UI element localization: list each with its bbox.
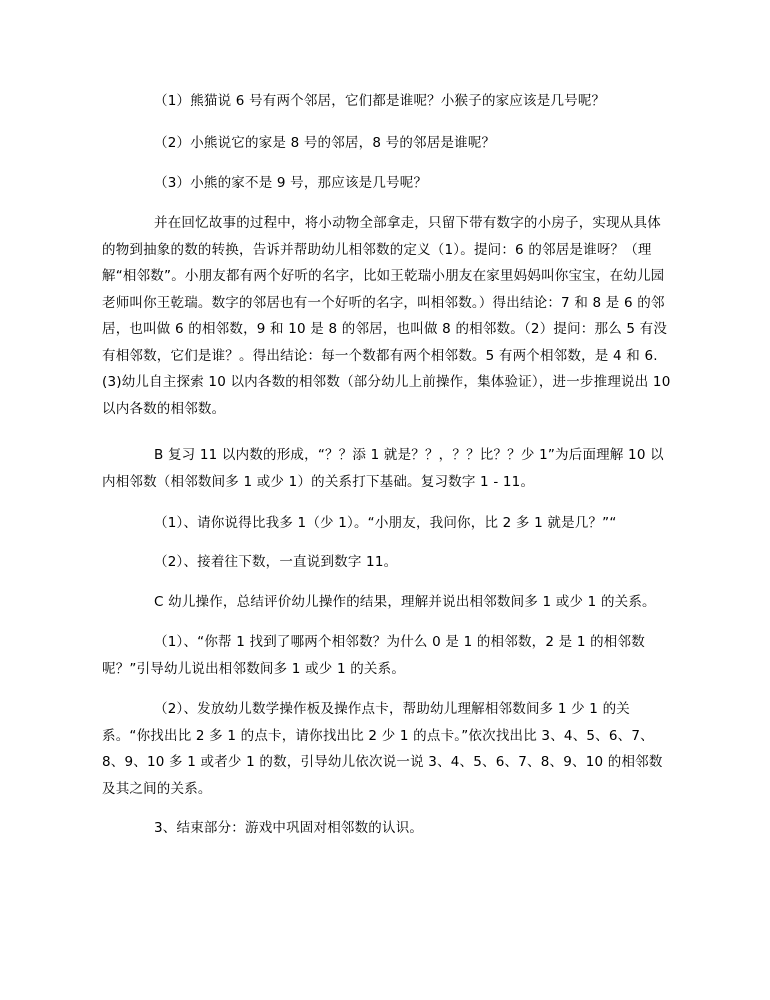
paragraph-section-c: C 幼儿操作，总结评价幼儿操作的结果，理解并说出相邻数间多 1 或少 1 的关系。	[154, 594, 656, 610]
question-3: （3）小熊的家不是 9 号，那应该是几号呢？	[154, 175, 428, 191]
question-1: （1）熊猫说 6 号有两个邻居，它们都是谁呢？小猴子的家应该是几号呢？	[154, 93, 606, 109]
section-b-item-1: （1）、请你说得比我多 1（少 1）。“小朋友，我问你，比 2 多 1 就是几？”“	[154, 515, 617, 531]
question-2: （2）小熊说它的家是 8 号的邻居，8 号的邻居是谁呢？	[154, 135, 496, 151]
section-b-item-2: （2）、接着往下数，一直说到数字 11。	[154, 554, 398, 570]
closing-section: 3、结束部分：游戏中巩固对相邻数的认识。	[154, 820, 424, 836]
paragraph-section-b: B 复习 11 以内数的形成，“？？添 1 就是？？，？？比？？少 1”为后面理解 10 以内相邻数（相邻数间多 1 或少 1）的关系打下基础。复习数字 1 - 11。	[102, 447, 664, 490]
section-c-item-2: （2）、发放幼儿数学操作板及操作点卡，帮助幼儿理解相邻数间多 1 少 1 的关系。“你找出比 2 多 1 的点卡，请你找出比 2 少 1 的点卡。”依次找出比 3、4、5、6、7、8、9、10 多 1 或者少 1 的数，引导幼儿依次说一说 3、4、5、6、7、8、9、10 的相邻数及其之间的关系。	[102, 701, 663, 797]
section-c-item-1: （1）、“你帮 1 找到了哪两个相邻数？为什么 0 是 1 的相邻数，2 是 1 的相邻数呢？”引导幼儿说出相邻数间多 1 或少 1 的关系。	[102, 634, 645, 677]
paragraph-story-recall: 并在回忆故事的过程中，将小动物全部拿走，只留下带有数字的小房子，实现从具体的物到抽象的数的转换，告诉并帮助幼儿相邻数的定义（1）。提问：6 的邻居是谁呀？（理解“相邻数”。小朋友都有两个好听的名字，比如王乾瑞小朋友在家里妈妈叫你宝宝，在幼儿园老师叫你王乾瑞。数字的邻居也有一个好听的名字，叫相邻数。）得出结论：7 和 8 是 6 的邻居，也叫做 6 的相邻数，9 和 10 是 8 的邻居，也叫做 8 的相邻数。（2）提问：那么 5 有没有相邻数，它们是谁？。得出结论：每一个数都有两个相邻数。5 有两个相邻数，是 4 和 6.(3)幼儿自主探索 10 以内各数的相邻数（部分幼儿上前操作，集体验证），进一步推理说出 10 以内各数的相邻数。	[102, 215, 671, 417]
